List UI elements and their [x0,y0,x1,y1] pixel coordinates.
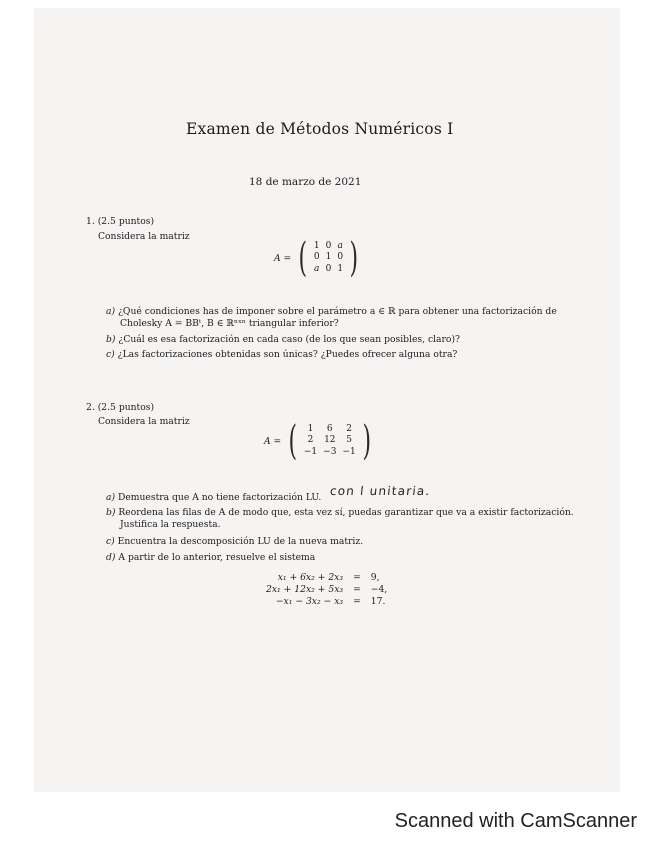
problem-1-item-a [106,306,557,318]
right-paren: ) [349,235,359,281]
problem-1-points: (2.5 puntos) [97,216,155,227]
exam-title: Examen de Métodos Numéricos I [186,120,454,138]
exam-date: 18 de marzo de 2021 [249,176,362,188]
matrix-label: A = [274,252,292,264]
problem-2-item-a [106,492,321,504]
matrix-cell: 2 [307,435,314,446]
right-paren: ) [362,418,371,464]
problem-2-item-c [106,536,363,548]
matrix-row [311,252,346,264]
matrix-cell: 0 [325,263,332,274]
equation-rhs: −4, [370,584,388,595]
problem-2-item-d [106,552,315,564]
matrix-body [311,241,346,276]
equation-lhs: −x₁ − 3x₂ − x₃ [275,596,344,607]
matrix-cell: 1 [325,252,332,263]
matrix-cell: 2 [346,423,352,434]
problem-2-item-b [106,507,574,519]
item-text: Reordena las filas de A de modo que, esta vez sí, puedas garantizar que va a existir factorización. [118,507,574,518]
equation-system [264,572,389,608]
matrix-row [301,424,359,436]
matrix-cell: 0 [337,252,344,263]
matrix-cell: −3 [323,446,337,457]
matrix-cell: 0 [325,240,332,251]
matrix-cell: 12 [324,435,336,446]
item-marker: b) [106,334,116,345]
problem-2-item-b-cont: Justifica la respuesta. [120,519,221,530]
equation-row [264,572,389,584]
matrix-row [311,241,346,253]
equation-row [264,584,389,596]
equation-lhs: 2x₁ + 12x₂ + 5x₃ [266,584,344,595]
item-text: Demuestra que A no tiene factorización LU. [117,492,322,503]
problem-1-intro: Considera la matriz [98,231,190,242]
equation-rel: = [353,596,361,607]
matrix-cell: 5 [346,435,352,446]
matrix-cell: −1 [303,446,318,457]
left-paren: ( [298,235,308,281]
camscanner-watermark: Scanned with CamScanner [394,810,637,832]
item-marker: a) [106,306,116,317]
equation-row [264,596,389,608]
problem-2-number: 2. [86,402,95,413]
matrix-row [301,435,359,447]
matrix-label: A = [264,435,282,447]
problem-1-item-b [106,334,460,346]
problem-2-points: (2.5 puntos) [97,402,155,413]
problem-1-header [86,216,154,228]
item-marker: d) [106,552,116,563]
problem-2-header [86,402,154,414]
matrix-cell: a [314,263,320,274]
item-text: ¿Las factorizaciones obtenidas son únicas? ¿Puedes ofrecer alguna otra? [117,349,458,360]
item-marker: c) [106,536,115,547]
equation-rhs: 9, [370,572,380,583]
left-paren: ( [288,418,298,464]
matrix-row [311,264,346,276]
item-marker: c) [106,349,115,360]
problem-1-item-a-cont: Cholesky A = BBᵗ, B ∈ ℝⁿˣⁿ triangular inferior? [120,318,339,329]
problem-2-matrix [264,418,374,464]
problem-1-matrix [274,235,362,281]
item-text: Encuentra la descomposición LU de la nueva matriz. [117,536,364,547]
matrix-body [301,424,359,459]
problem-1-item-c [106,349,457,361]
equation-rel: = [353,584,361,595]
item-marker: a) [106,492,116,503]
problem-2-intro: Considera la matriz [98,416,190,427]
matrix-cell: −1 [342,446,356,457]
equation-rel: = [353,572,361,583]
item-marker: b) [106,507,116,518]
equation-lhs: x₁ + 6x₂ + 2x₃ [277,572,344,583]
matrix-cell: 1 [337,263,344,274]
matrix-cell: 0 [313,252,320,263]
matrix-cell: 1 [313,240,320,251]
matrix-row [301,447,359,459]
handwritten-note: con l unitaria. [329,484,432,498]
item-text: ¿Cuál es esa factorización en cada caso (de los que sean posibles, claro)? [118,334,460,345]
item-text: A partir de lo anterior, resuelve el sistema [118,552,316,563]
item-text: ¿Qué condiciones has de imponer sobre el parámetro a ∈ ℝ para obtener una factorización de [117,306,557,317]
problem-1-number: 1. [86,216,95,227]
matrix-cell: 1 [307,423,314,434]
matrix-cell: 6 [326,423,333,434]
equation-rhs: 17. [370,596,386,607]
matrix-cell: a [337,240,343,251]
